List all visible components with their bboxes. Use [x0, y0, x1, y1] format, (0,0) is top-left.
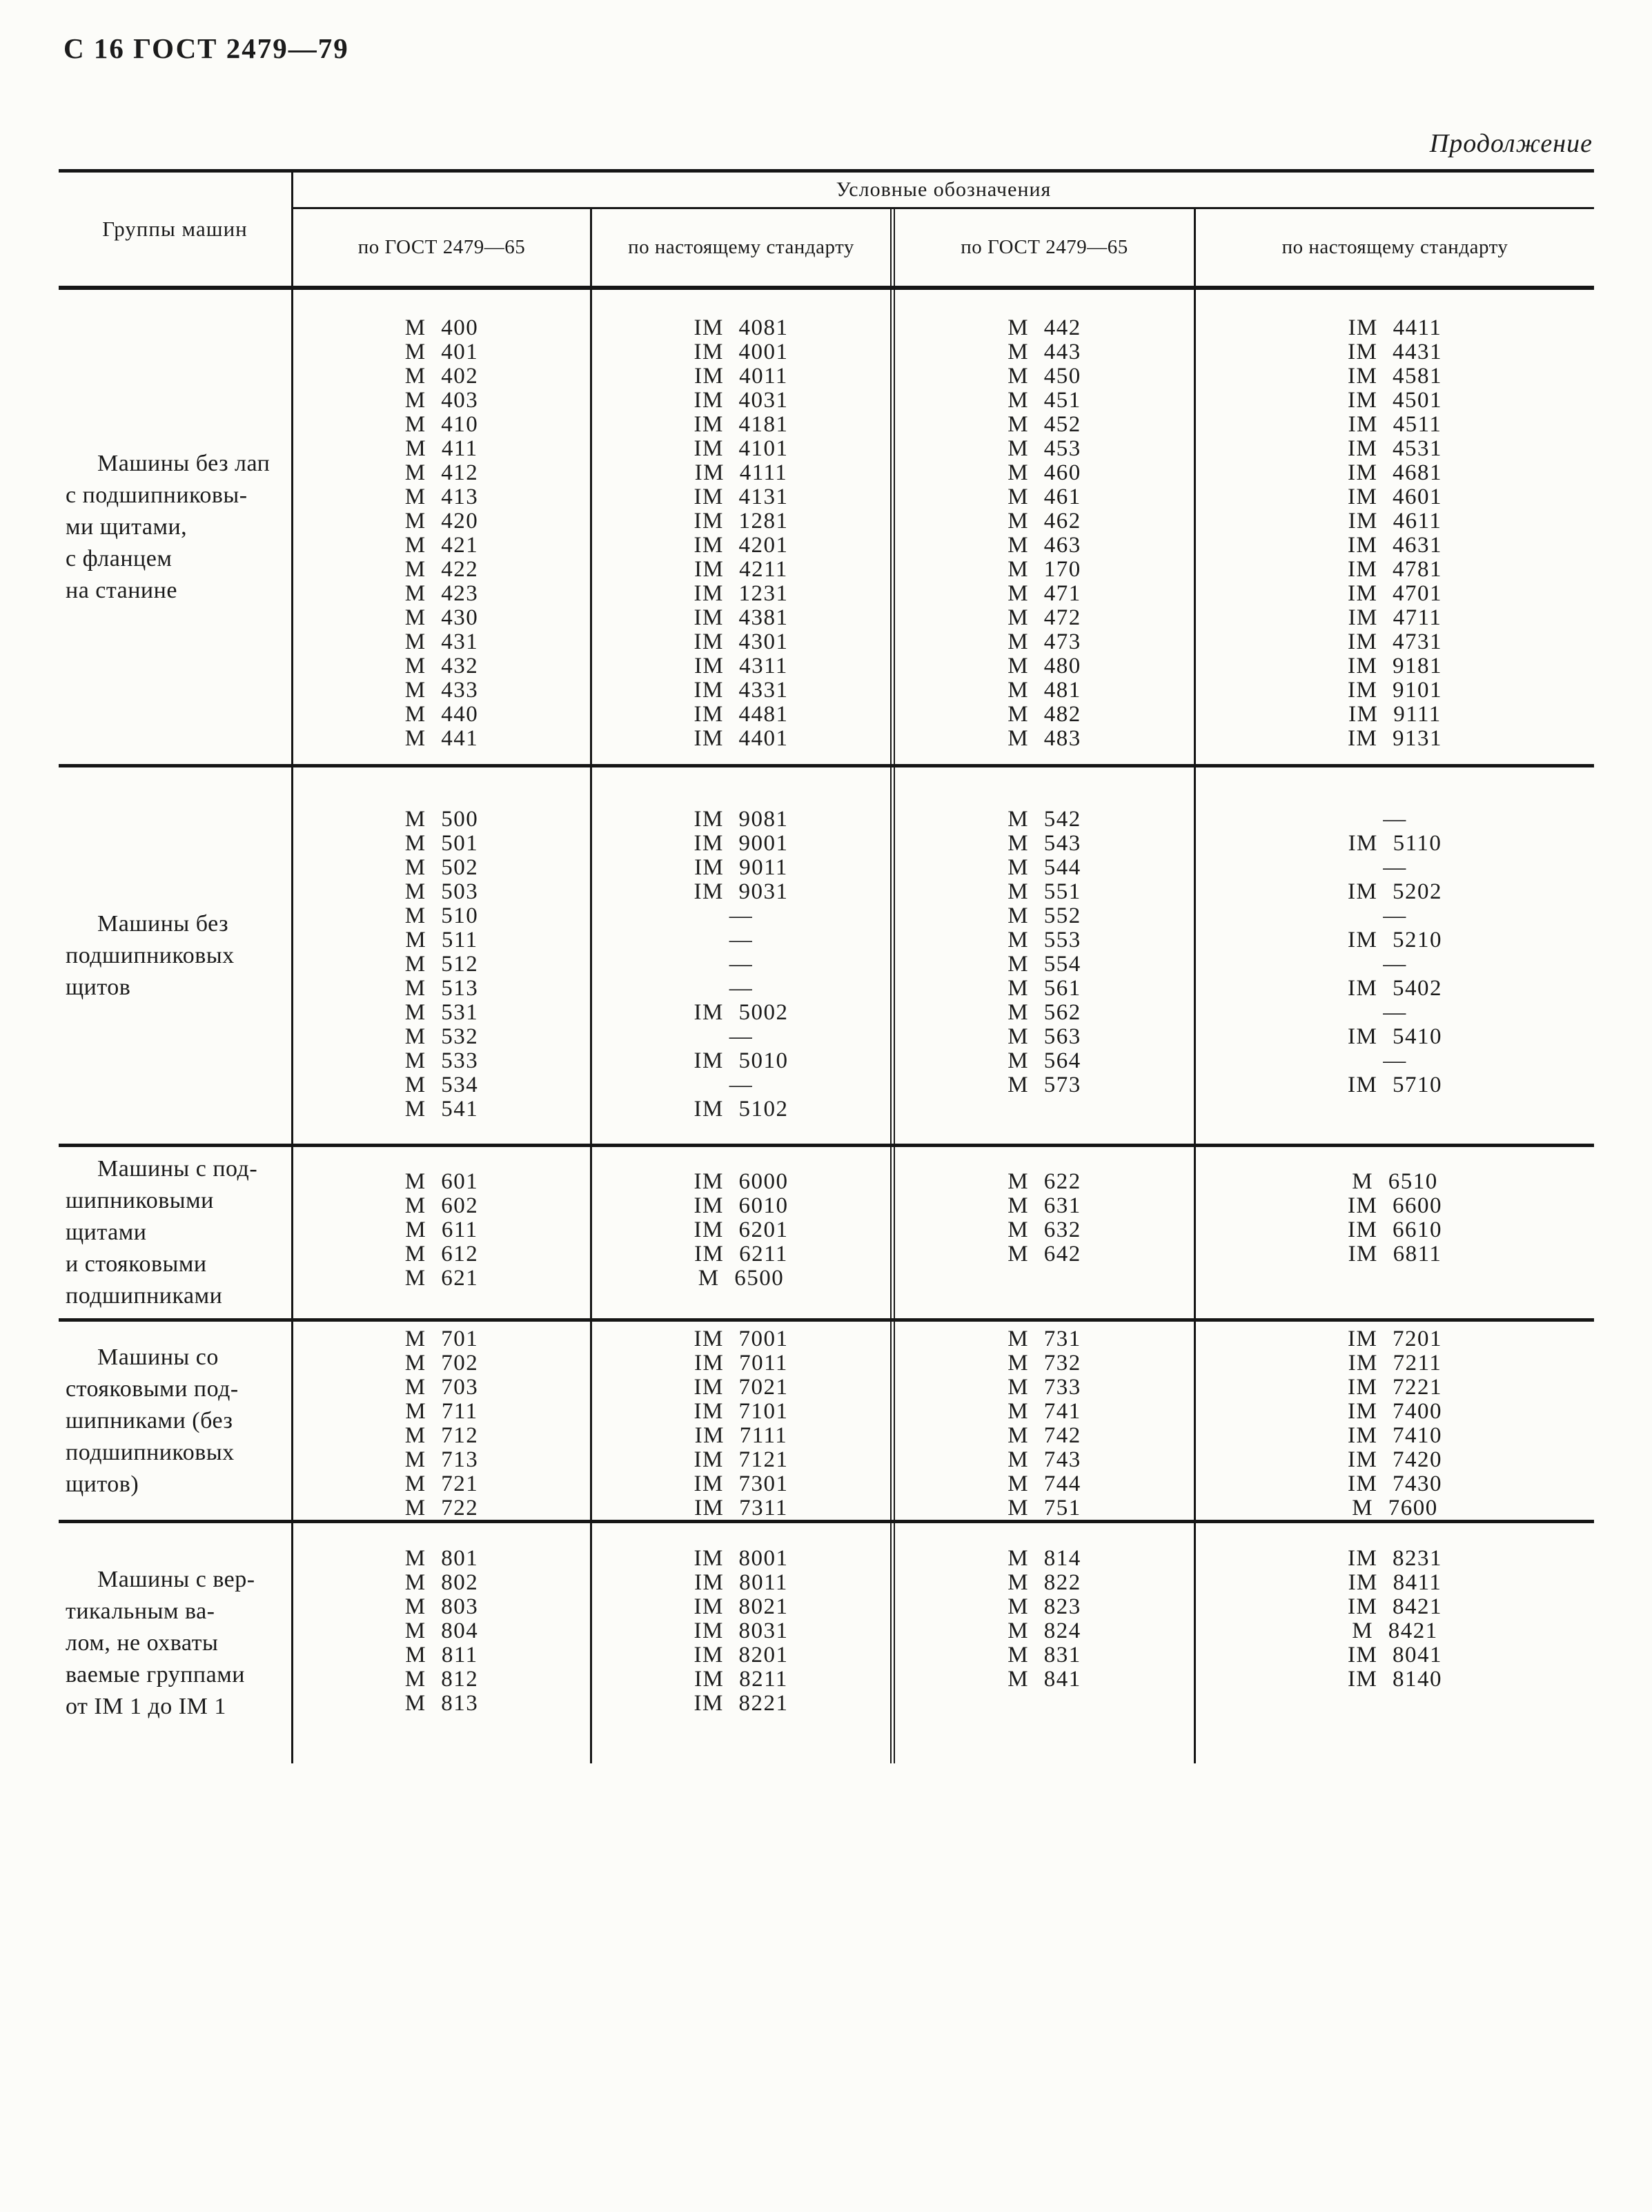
- designation-value: IМ 4101: [694, 436, 789, 461]
- designation-value: IМ 8140: [1347, 1667, 1443, 1692]
- designation-value: IМ 7410: [1347, 1423, 1443, 1448]
- designation-value: IМ 4301: [694, 629, 789, 654]
- machine-group-1: [59, 290, 1594, 767]
- designation-value: IМ 9031: [694, 879, 789, 904]
- group-label: [59, 290, 293, 764]
- designation-value: М 711: [405, 1399, 478, 1424]
- designation-value: М 831: [1007, 1643, 1081, 1667]
- designation-value: М 811: [405, 1643, 478, 1667]
- designation-value: IМ 7021: [694, 1375, 789, 1400]
- designation-value: IМ 4111: [694, 460, 788, 485]
- column-gost65-left: [293, 1523, 590, 1763]
- machine-group-3: [59, 1147, 1594, 1322]
- row-header-cell: Группы машин: [59, 173, 293, 286]
- group-label-line: ми щитами,: [66, 513, 188, 540]
- designation-value: IМ 9011: [694, 855, 788, 880]
- designation-value: М 632: [1007, 1217, 1081, 1242]
- designation-value: М 824: [1007, 1618, 1081, 1643]
- designation-value: М 533: [404, 1048, 479, 1073]
- group-label-line: щитов: [66, 974, 131, 1000]
- designation-value: М 551: [1007, 879, 1081, 904]
- table-header-row: [59, 173, 1594, 290]
- designation-value: М 543: [1007, 831, 1081, 856]
- designation-value: М 432: [404, 654, 479, 678]
- designation-value: —: [1383, 1048, 1407, 1073]
- column-new-left: [590, 1523, 890, 1763]
- designation-value: М 722: [404, 1496, 479, 1520]
- designation-value: IМ 4131: [694, 485, 789, 509]
- column-new-left: [590, 1147, 890, 1318]
- designation-value: IМ 4611: [1348, 509, 1442, 534]
- designation-value: —: [1383, 903, 1407, 928]
- designation-value: IМ 4381: [694, 605, 789, 630]
- designation-value: IМ 9101: [1347, 678, 1443, 703]
- designation-value: М 542: [1007, 807, 1081, 832]
- designation-value: М 501: [404, 831, 479, 856]
- designation-value: IМ 4781: [1347, 557, 1443, 582]
- designation-value: IМ 4331: [694, 678, 789, 703]
- designation-value: IМ 8031: [694, 1618, 789, 1643]
- column-new-right: [1194, 1322, 1594, 1520]
- designation-value: М 822: [1007, 1570, 1081, 1595]
- designation-value: М 703: [404, 1375, 479, 1400]
- designation-value: IМ 8041: [1347, 1643, 1443, 1667]
- designation-value: М 6510: [1352, 1169, 1438, 1194]
- sub-header-gost65-right: по ГОСТ 2479—65: [890, 209, 1194, 286]
- designation-value: —: [729, 976, 754, 1001]
- designation-value: М 631: [1007, 1193, 1081, 1218]
- designation-value: М 802: [404, 1570, 479, 1595]
- designation-value: IМ 4481: [694, 702, 789, 727]
- designation-value: IМ 7001: [694, 1327, 789, 1351]
- designation-value: IМ 7420: [1347, 1447, 1443, 1472]
- group-label-line: шипниковыми: [66, 1188, 214, 1213]
- designation-value: —: [729, 952, 754, 977]
- designation-value: IМ 8221: [694, 1691, 789, 1716]
- designation-value: М 423: [404, 581, 479, 606]
- column-gost65-right: [890, 1523, 1194, 1763]
- group-label: [59, 767, 293, 1144]
- column-gost65-right: [890, 1322, 1194, 1520]
- designation-value: IМ 4631: [1347, 533, 1443, 558]
- designation-value: М 412: [404, 460, 479, 485]
- designation-value: М 531: [404, 1000, 479, 1025]
- designation-value: IМ 6201: [694, 1217, 789, 1242]
- designation-value: М 512: [404, 952, 479, 977]
- designation-value: М 812: [404, 1667, 479, 1692]
- designation-value: IМ 8201: [694, 1643, 789, 1667]
- designation-value: М 472: [1007, 605, 1081, 630]
- designation-value: IМ 1281: [694, 509, 789, 534]
- designation-value: IМ 7301: [694, 1471, 789, 1496]
- group-label: [59, 1147, 293, 1318]
- group-label-line: Машины с под-: [97, 1156, 258, 1182]
- designation-value: IМ 4531: [1347, 436, 1443, 461]
- column-gost65-right: [890, 767, 1194, 1144]
- group-label-line: шипниками (без: [66, 1407, 233, 1433]
- group-label-line: щитами: [66, 1220, 147, 1245]
- column-gost65-left: [293, 1147, 590, 1318]
- sub-header-new-right: по настоящему стандарту: [1194, 209, 1594, 286]
- designation-value: IМ 4031: [694, 388, 789, 413]
- designation-value: М 410: [404, 412, 479, 437]
- designation-value: М 751: [1007, 1496, 1081, 1520]
- designation-value: М 422: [404, 557, 479, 582]
- designation-value: М 431: [404, 629, 479, 654]
- designation-value: М 421: [404, 533, 479, 558]
- designation-value: М 564: [1007, 1048, 1081, 1073]
- column-new-left: [590, 767, 890, 1144]
- designation-conversion-table: [59, 169, 1594, 1763]
- designation-value: IМ 7111: [694, 1423, 788, 1448]
- designation-value: IМ 6811: [1348, 1242, 1442, 1266]
- designation-value: М 503: [404, 879, 479, 904]
- designation-value: IМ 5710: [1347, 1073, 1443, 1097]
- designation-value: IМ 9001: [694, 831, 789, 856]
- designation-value: М 713: [404, 1447, 479, 1472]
- group-label-line: лом, не охваты: [66, 1630, 219, 1656]
- designations-header-block: [293, 173, 1594, 286]
- designation-value: IМ 9181: [1347, 654, 1443, 678]
- designation-value: —: [1383, 952, 1407, 977]
- designation-value: IМ 4211: [694, 557, 788, 582]
- designation-value: М 841: [1007, 1667, 1081, 1692]
- designation-value: М 712: [404, 1423, 479, 1448]
- machine-group-2: [59, 767, 1594, 1147]
- designation-value: М 803: [404, 1594, 479, 1619]
- designation-value: М 744: [1007, 1471, 1081, 1496]
- designation-value: М 483: [1007, 726, 1081, 751]
- designation-value: —: [1383, 1000, 1407, 1025]
- designation-value: IМ 4011: [694, 364, 788, 389]
- machine-group-5: [59, 1523, 1594, 1763]
- designation-value: М 8421: [1352, 1618, 1438, 1643]
- group-label-line: на станине: [66, 577, 177, 603]
- designation-value: М 731: [1007, 1327, 1081, 1351]
- designation-value: М 552: [1007, 903, 1081, 928]
- designation-value: IМ 8231: [1347, 1546, 1443, 1571]
- designation-value: М 562: [1007, 1000, 1081, 1025]
- designation-value: М 554: [1007, 952, 1081, 977]
- designation-value: М 622: [1007, 1169, 1081, 1194]
- designation-value: IМ 4401: [694, 726, 789, 751]
- designation-value: М 721: [404, 1471, 479, 1496]
- designation-value: М 743: [1007, 1447, 1081, 1472]
- designation-value: IМ 4201: [694, 533, 789, 558]
- designation-value: М 611: [405, 1217, 478, 1242]
- designation-value: IМ 7101: [694, 1399, 789, 1424]
- designation-value: М 450: [1007, 364, 1081, 389]
- designation-value: IМ 6600: [1347, 1193, 1443, 1218]
- designation-value: IМ 5010: [694, 1048, 789, 1073]
- group-label: [59, 1523, 293, 1763]
- designation-value: М 402: [404, 364, 479, 389]
- designation-value: М 601: [404, 1169, 479, 1194]
- designation-value: М 411: [405, 436, 478, 461]
- group-label-line: подшипниками: [66, 1283, 223, 1309]
- designation-value: М 413: [404, 485, 479, 509]
- group-label-line: Машины со: [97, 1344, 219, 1370]
- designation-value: М 561: [1007, 976, 1081, 1001]
- designation-value: М 513: [404, 976, 479, 1001]
- column-new-left: [590, 1322, 890, 1520]
- group-label-line: от IМ 1 до IМ 1: [66, 1694, 226, 1719]
- designation-value: М 621: [404, 1266, 479, 1291]
- designation-value: М 460: [1007, 460, 1081, 485]
- designation-value: М 451: [1007, 388, 1081, 413]
- designation-value: М 400: [404, 315, 479, 340]
- designation-value: М 732: [1007, 1351, 1081, 1376]
- designation-value: IМ 6610: [1347, 1217, 1443, 1242]
- designation-value: IМ 7211: [1348, 1351, 1442, 1376]
- designation-value: М 453: [1007, 436, 1081, 461]
- designation-value: IМ 9111: [1348, 702, 1442, 727]
- designation-value: IМ 5102: [694, 1097, 789, 1122]
- designation-value: М 482: [1007, 702, 1081, 727]
- group-label-line: щитов): [66, 1471, 139, 1497]
- designation-value: IМ 4511: [1348, 412, 1442, 437]
- designation-value: IМ 4411: [1348, 315, 1442, 340]
- designation-value: М 701: [404, 1327, 479, 1351]
- designation-value: М 443: [1007, 340, 1081, 364]
- designation-value: IМ 7311: [694, 1496, 788, 1520]
- designation-value: М 442: [1007, 315, 1081, 340]
- designation-value: —: [729, 903, 754, 928]
- column-gost65-right: [890, 290, 1194, 764]
- designation-value: М 741: [1007, 1399, 1081, 1424]
- designation-value: IМ 5002: [694, 1000, 789, 1025]
- column-new-right: [1194, 1147, 1594, 1318]
- designation-value: IМ 5202: [1347, 879, 1443, 904]
- designation-value: М 814: [1007, 1546, 1081, 1571]
- designation-value: IМ 4001: [694, 340, 789, 364]
- designation-value: IМ 4701: [1347, 581, 1443, 606]
- designation-value: IМ 8411: [1348, 1570, 1442, 1595]
- doc-number: С 16 ГОСТ 2479—79: [63, 32, 349, 64]
- designation-value: М 602: [404, 1193, 479, 1218]
- designation-value: М 702: [404, 1351, 479, 1376]
- designation-value: IМ 7121: [694, 1447, 789, 1472]
- designation-value: IМ 7400: [1347, 1399, 1443, 1424]
- column-new-right: [1194, 767, 1594, 1144]
- designation-value: IМ 9131: [1347, 726, 1443, 751]
- designation-value: М 471: [1007, 581, 1081, 606]
- designation-value: IМ 7430: [1347, 1471, 1443, 1496]
- sub-header-new-left: по настоящему стандарту: [590, 209, 890, 286]
- continuation-label: Продолжение: [1429, 129, 1593, 158]
- designation-value: IМ 5210: [1347, 928, 1443, 952]
- designation-value: М 511: [405, 928, 478, 952]
- designation-value: М 733: [1007, 1375, 1081, 1400]
- designation-value: IМ 6010: [694, 1193, 789, 1218]
- column-gost65-left: [293, 290, 590, 764]
- designation-value: М 440: [404, 702, 479, 727]
- designation-value: —: [729, 1024, 754, 1049]
- designation-value: М 804: [404, 1618, 479, 1643]
- column-gost65-left: [293, 767, 590, 1144]
- designation-value: М 612: [404, 1242, 479, 1266]
- designation-value: IМ 4581: [1347, 364, 1443, 389]
- designation-value: IМ 4311: [694, 654, 788, 678]
- group-label-line: ваемые группами: [66, 1662, 245, 1687]
- group-label: [59, 1322, 293, 1520]
- designation-value: М 452: [1007, 412, 1081, 437]
- machine-group-4: [59, 1322, 1594, 1523]
- designation-value: IМ 4711: [1348, 605, 1442, 630]
- designation-value: М 742: [1007, 1423, 1081, 1448]
- group-label-line: подшипниковых: [66, 942, 235, 968]
- column-gost65-left: [293, 1322, 590, 1520]
- designation-value: IМ 4501: [1347, 388, 1443, 413]
- designation-value: IМ 4601: [1347, 485, 1443, 509]
- designation-value: М 480: [1007, 654, 1081, 678]
- designation-value: М 541: [404, 1097, 479, 1122]
- designation-value: М 463: [1007, 533, 1081, 558]
- designation-value: IМ 7201: [1347, 1327, 1443, 1351]
- designation-value: М 534: [404, 1073, 479, 1097]
- designation-value: М 544: [1007, 855, 1081, 880]
- designation-value: IМ 5402: [1347, 976, 1443, 1001]
- designation-value: IМ 4181: [694, 412, 789, 437]
- designation-value: М 502: [404, 855, 479, 880]
- group-label-line: тикальным ва-: [66, 1598, 215, 1624]
- designation-value: М 7600: [1352, 1496, 1438, 1520]
- designation-value: М 403: [404, 388, 479, 413]
- designation-value: —: [1383, 807, 1407, 832]
- designation-value: М 6500: [698, 1266, 785, 1291]
- column-new-left: [590, 290, 890, 764]
- designation-value: М 823: [1007, 1594, 1081, 1619]
- designation-value: М 462: [1007, 509, 1081, 534]
- group-label-line: стояковыми под-: [66, 1376, 239, 1402]
- designation-value: —: [729, 1073, 754, 1097]
- group-label-line: и стояковыми: [66, 1251, 207, 1277]
- designation-value: М 532: [404, 1024, 479, 1049]
- designation-value: IМ 9081: [694, 807, 789, 832]
- designation-value: М 420: [404, 509, 479, 534]
- designation-value: М 642: [1007, 1242, 1081, 1266]
- designation-value: IМ 8021: [694, 1594, 789, 1619]
- column-new-right: [1194, 1523, 1594, 1763]
- designation-value: IМ 4681: [1347, 460, 1443, 485]
- designation-value: М 170: [1007, 557, 1081, 582]
- designation-value: IМ 4081: [694, 315, 789, 340]
- designation-value: IМ 8421: [1347, 1594, 1443, 1619]
- group-label-line: с подшипниковы-: [66, 482, 248, 508]
- designation-value: IМ 4431: [1347, 340, 1443, 364]
- group-label-line: подшипниковых: [66, 1439, 235, 1465]
- designation-value: IМ 5410: [1347, 1024, 1443, 1049]
- designation-value: IМ 5110: [1348, 831, 1442, 856]
- table-body: [59, 290, 1594, 1763]
- designation-value: IМ 4731: [1347, 629, 1443, 654]
- designation-value: М 401: [404, 340, 479, 364]
- sub-header-row: [293, 209, 1594, 286]
- designation-value: М 430: [404, 605, 479, 630]
- designation-value: М 553: [1007, 928, 1081, 952]
- designation-value: IМ 8011: [694, 1570, 788, 1595]
- group-label-line: Машины без лап: [97, 450, 271, 476]
- designation-value: М 441: [404, 726, 479, 751]
- designation-value: М 510: [404, 903, 479, 928]
- designations-header-cell: Условные обозначения: [293, 173, 1594, 209]
- designation-value: IМ 7221: [1347, 1375, 1443, 1400]
- designation-value: М 473: [1007, 629, 1081, 654]
- column-new-right: [1194, 290, 1594, 764]
- group-label-line: с фланцем: [66, 545, 173, 571]
- designation-value: IМ 7011: [694, 1351, 788, 1376]
- designation-value: М 813: [404, 1691, 479, 1716]
- designation-value: М 801: [404, 1546, 479, 1571]
- designation-value: IМ 8001: [694, 1546, 789, 1571]
- designation-value: М 500: [404, 807, 479, 832]
- designation-value: М 563: [1007, 1024, 1081, 1049]
- designation-value: М 481: [1007, 678, 1081, 703]
- designation-value: —: [1383, 855, 1407, 880]
- group-label-line: Машины с вер-: [97, 1567, 255, 1592]
- designation-value: IМ 6211: [694, 1242, 788, 1266]
- designation-value: М 461: [1007, 485, 1081, 509]
- designation-value: IМ 1231: [694, 581, 789, 606]
- group-label-line: Машины без: [97, 910, 229, 937]
- designation-value: М 573: [1007, 1073, 1081, 1097]
- designation-value: IМ 6000: [694, 1169, 789, 1194]
- designation-value: —: [729, 928, 754, 952]
- column-gost65-right: [890, 1147, 1194, 1318]
- designation-value: М 433: [404, 678, 479, 703]
- designation-value: IМ 8211: [694, 1667, 788, 1692]
- sub-header-gost65-left: по ГОСТ 2479—65: [357, 236, 526, 258]
